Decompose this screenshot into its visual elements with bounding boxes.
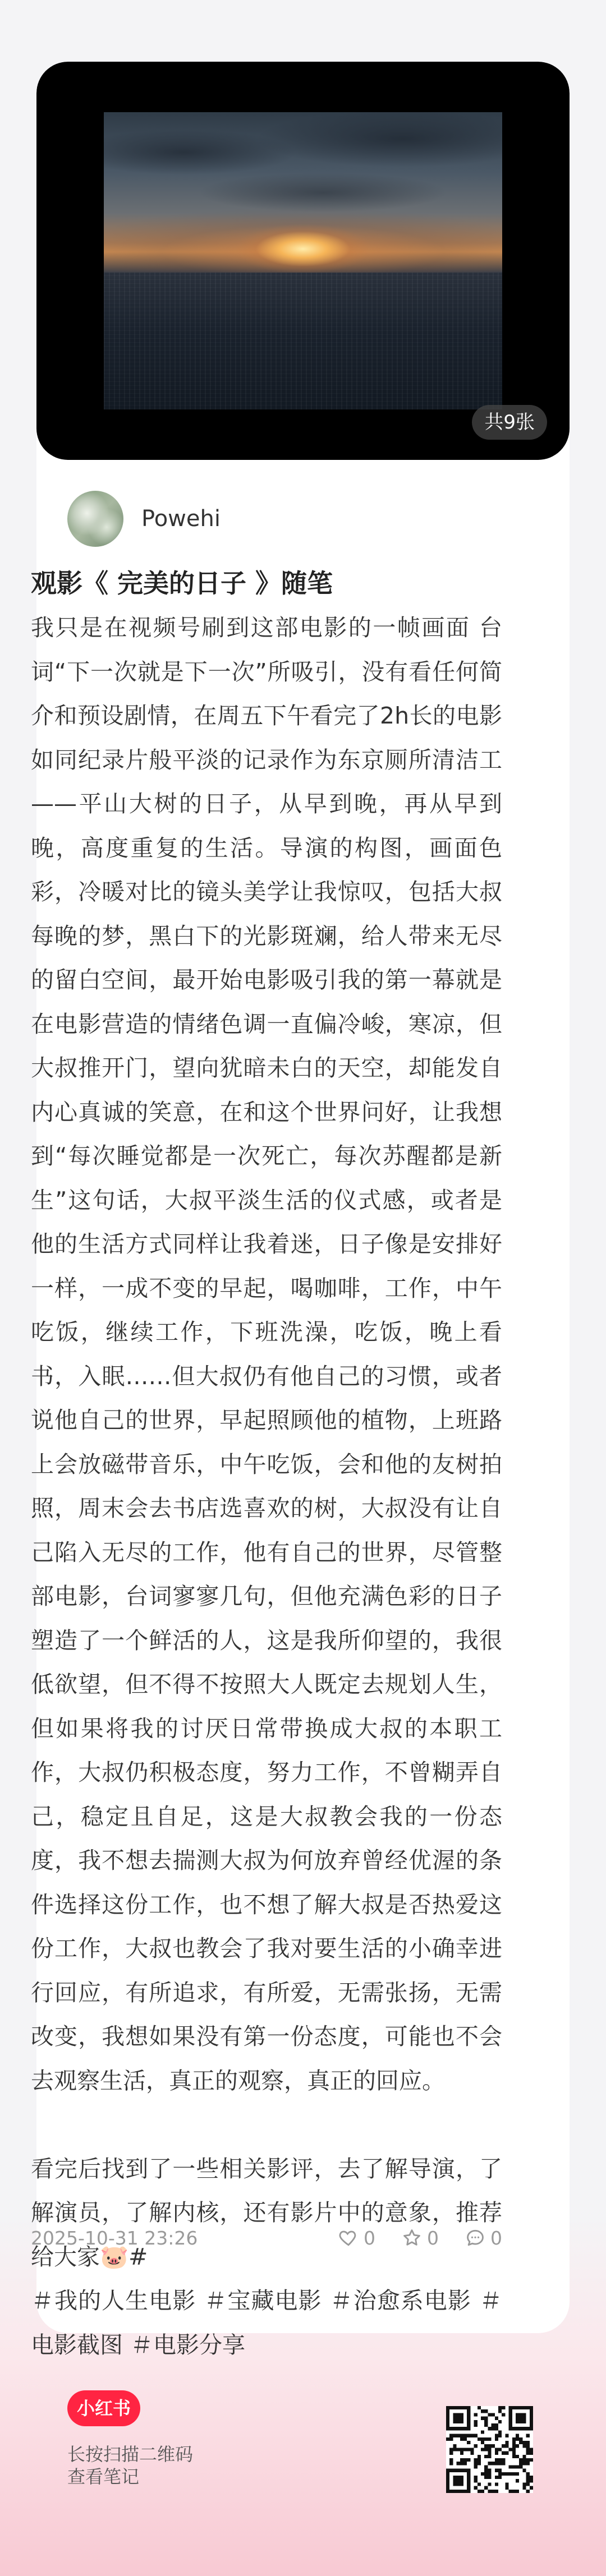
qr-hint-line1: 长按扫描二维码 bbox=[67, 2444, 194, 2465]
hashtag-list[interactable]: ＃我的人生电影 ＃宝藏电影 ＃治愈系电影 ＃电影截图 ＃电影分享 bbox=[31, 2287, 502, 2358]
star-icon bbox=[401, 2227, 423, 2248]
photo-city bbox=[104, 273, 502, 409]
heart-icon bbox=[338, 2227, 359, 2248]
comment-count: 0 bbox=[490, 2227, 502, 2249]
image-count-badge: 共9张 bbox=[472, 405, 547, 440]
avatar[interactable] bbox=[67, 491, 123, 547]
post-title: 观影《 完美的日子 》随笔 bbox=[31, 568, 333, 598]
qr-hint-line2: 查看笔记 bbox=[67, 2466, 140, 2487]
post-paragraph: 看完后找到了一些相关影评，去了解导演，了解演员，了解内核，还有影片中的意象，推荐给大家🐷# bbox=[31, 2155, 502, 2270]
author-name[interactable]: Powehi bbox=[141, 506, 221, 532]
post-body bbox=[31, 606, 502, 2367]
sunset-photo[interactable] bbox=[104, 112, 502, 409]
photo-clouds bbox=[104, 112, 502, 246]
author-row[interactable] bbox=[67, 488, 221, 550]
engagement-stats bbox=[338, 2227, 502, 2249]
qr-code[interactable] bbox=[446, 2406, 533, 2493]
like-button[interactable] bbox=[338, 2227, 375, 2249]
post-paragraph: 我只是在视频号刷到这部电影的一帧画面 台词“下一次就是下一次”所吸引，没有看任何简介和预设剧情，在周五下午看完了2h长的电影如同纪录片般平淡的记录作为东京厕所清洁工——平山大树的日子，从早到晚，再从早到晚，高度重复的生活。导演的构图，画面色彩，冷暖对比的镜头美学让我惊叹，包括大叔每晚的梦，黑白下的光影斑斓，给人带来无尽的留白空间，最开始电影吸引我的第一幕就是在电影营造的情绪色调一直偏冷峻，寒凉，但大叔推开门，望向犹暗未白的天空，却能发自内心真诚的笑意，在和这个世界问好，让我想到“每次睡觉都是一次死亡，每次苏醒都是新生”这句话，大叔平淡生活的仪式感，或者是他的生活方式同样让我着迷，日子像是安排好一样，一成不变的早起，喝咖啡，工作，中午吃饭，继续工作，下班洗澡，吃饭，晚上看书，入眠……但大叔仍有他自己的习惯，或者说他自己的世界，早起照顾他的植物，上班路上会放磁带音乐，中午吃饭，会和他的友树拍照，周末会去书店选喜欢的树，大叔没有让自己陷入无尽的工作，他有自己的世界，尽管整部电影，台词寥寥几句，但他充满色彩的日子塑造了一个鲜活的人，这是我所仰望的，我很低欲望，但不得不按照大人既定去规划人生，但如果将我的讨厌日常带换成大叔的本职工作，大叔仍积极态度，努力工作，不曾糊弄自己，稳定且自足，这是大叔教会我的一份态度，我不想去揣测大叔为何放弃曾经优渥的条件选择这份工作，也不想了解大叔是否热爱这份工作，大叔也教会了我对要生活的小确幸进行回应，有所追求，有所爱，无需张扬，无需改变，我想如果没有第一份态度，可能也不会去观察生活，真正的观察，真正的回应。 bbox=[31, 614, 502, 2094]
post-date: 2025-10-31 23:26 bbox=[31, 2227, 198, 2249]
collect-button[interactable] bbox=[401, 2227, 439, 2249]
image-carousel[interactable] bbox=[36, 62, 570, 460]
xiaohongshu-logo: 小红书 bbox=[67, 2390, 140, 2426]
post-meta-row bbox=[31, 2227, 502, 2249]
paragraph-gap bbox=[31, 2103, 502, 2147]
comment-button[interactable] bbox=[465, 2227, 502, 2249]
collect-count: 0 bbox=[427, 2227, 439, 2249]
like-count: 0 bbox=[364, 2227, 375, 2249]
comment-icon bbox=[465, 2227, 486, 2248]
qr-hint bbox=[67, 2443, 193, 2488]
